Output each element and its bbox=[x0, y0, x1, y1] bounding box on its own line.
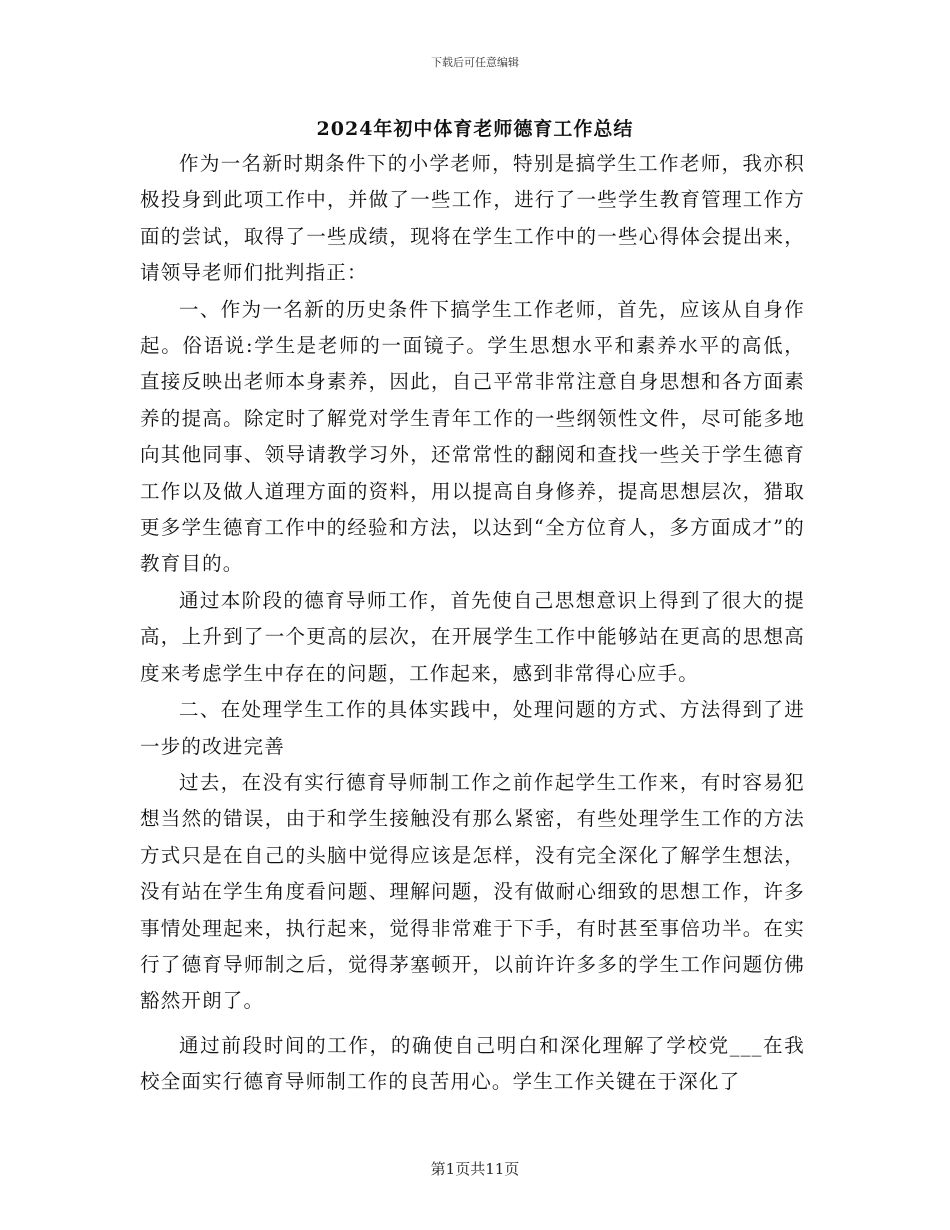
document-title: 2024年初中体育老师德育工作总结 bbox=[316, 118, 634, 140]
paragraph-past: 过去，在没有实行德育导师制工作之前作起学生工作来，有时容易犯想当然的错误，由于和学生接触没有那么紧密，有些处理学生工作的方法方式只是在自己的头脑中觉得应该是怎样，没有完全深化了解学生想法，没有站在学生角度看问题、理解问题，没有做耐心细致的思想工作，许多事情处理起来，执行起来，觉得非常难于下手，有时甚至事倍功半。在实行了德育导师制之后，觉得茅塞顿开，以前许许多多的学生工作问题仿佛豁然开朗了。 bbox=[140, 770, 805, 1013]
paragraph-section-one: 一、作为一名新的历史条件下搞学生工作老师，首先，应该从自身作起。俗语说:学生是老师的一面镜子。学生思想水平和素养水平的高低，直接反映出老师本身素养，因此，自己平常非常注意自身思想和各方面素养的提高。除定时了解党对学生青年工作的一些纲领性文件，尽可能多地向其他同事、领导请教学习外，还常常性的翻阅和查找一些关于学生德育工作以及做人道理方面的资料，用以提高自身修养，提高思想层次，猎取更多学生德育工作中的经验和方法，以达到“全方位育人，多方面成才”的教育目的。 bbox=[140, 297, 805, 576]
paragraph-section-two: 二、在处理学生工作的具体实践中，处理问题的方式、方法得到了进一步的改进完善 bbox=[140, 698, 805, 758]
document-body bbox=[140, 146, 805, 1101]
header-note: 下载后可任意编辑 bbox=[431, 56, 519, 69]
paragraph-results: 通过本阶段的德育导师工作，首先使自己思想意识上得到了很大的提高，上升到了一个更高的层次，在开展学生工作中能够站在更高的思想高度来考虑学生中存在的问题，工作起来，感到非常得心应手。 bbox=[140, 588, 805, 685]
paragraph-intro: 作为一名新时期条件下的小学老师，特别是搞学生工作老师，我亦积极投身到此项工作中，并做了一些工作，进行了一些学生教育管理工作方面的尝试，取得了一些成绩，现将在学生工作中的一些心得体会提出来，请领导老师们批判指正： bbox=[140, 152, 805, 285]
paragraph-recent-work: 通过前段时间的工作，的确使自己明白和深化理解了学校党___在我校全面实行德育导师制工作的良苦用心。学生工作关键在于深化了 bbox=[140, 1033, 805, 1094]
page-footer: 第1页共11页 bbox=[430, 1160, 520, 1178]
